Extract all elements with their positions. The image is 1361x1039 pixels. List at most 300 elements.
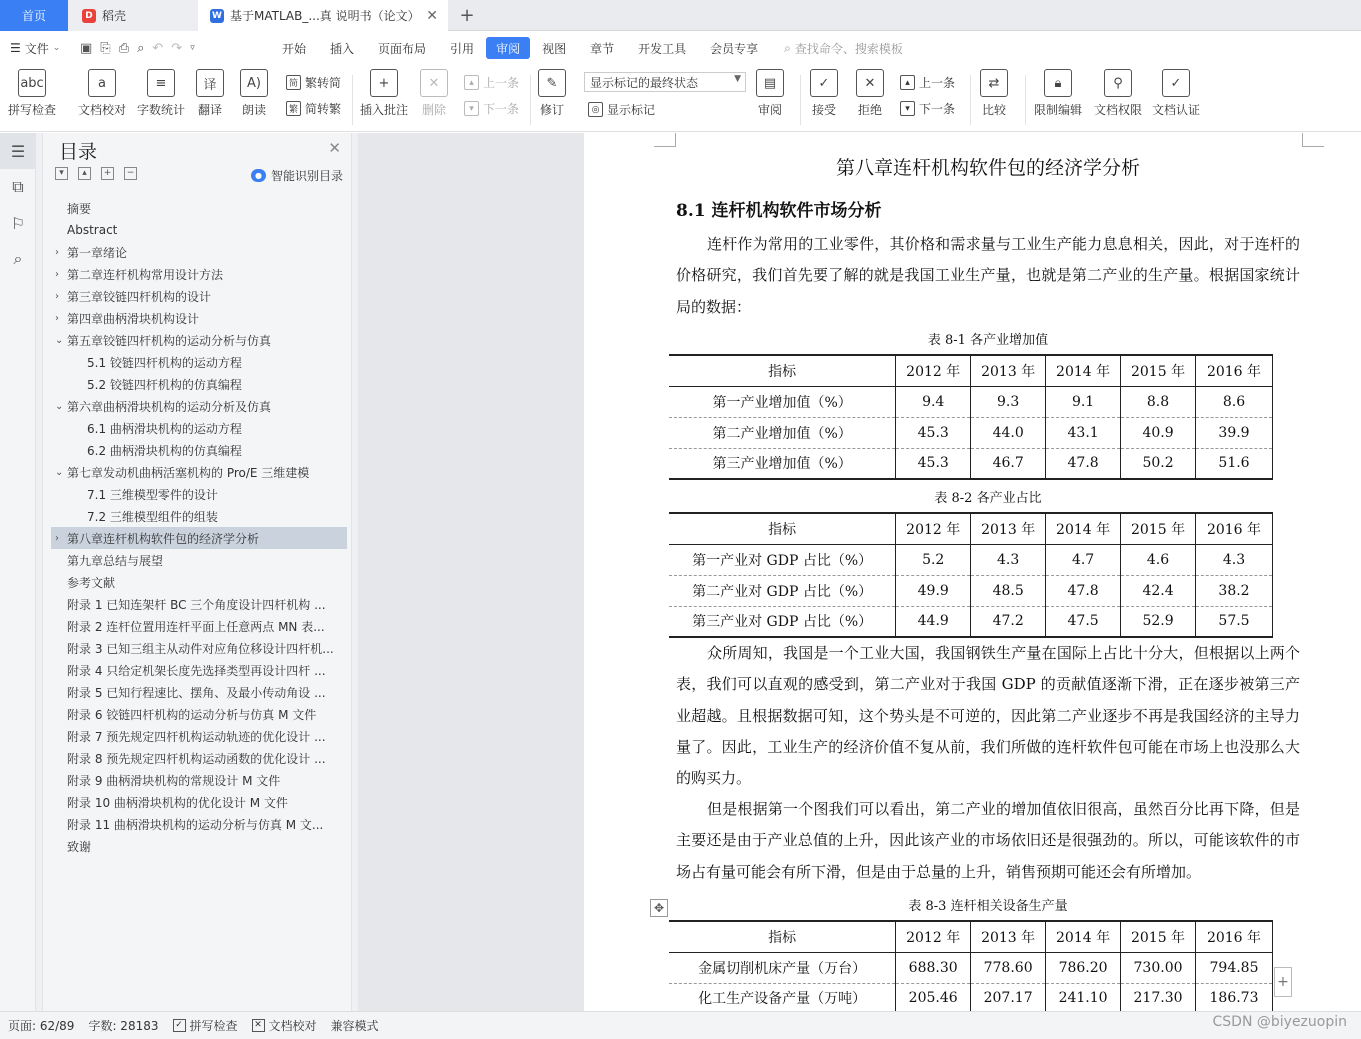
tab-home-label: 首页 — [21, 9, 46, 23]
table-cell[interactable]: 52.9 — [1121, 606, 1196, 637]
command-search-placeholder: 查找命令、搜索模板 — [794, 41, 903, 56]
menu-chapter[interactable]: 章节 — [590, 41, 615, 56]
translate-icon: 译 — [196, 69, 224, 97]
markup-state-select[interactable] — [584, 72, 746, 92]
data-table — [669, 354, 1273, 480]
toc-item[interactable] — [51, 571, 347, 593]
toc-item[interactable] — [51, 219, 347, 241]
table-row-label[interactable]: 指标 — [669, 513, 896, 544]
toc-item[interactable] — [51, 637, 347, 659]
menu-member[interactable]: 会员专享 — [710, 41, 759, 56]
chevron-right-icon[interactable]: › — [55, 246, 59, 258]
document-page[interactable] — [584, 133, 1361, 1011]
table-cell[interactable]: 2013 年 — [971, 513, 1046, 544]
toc-item-label: 附录 7 预先规定四杆机构运动轨迹的优化设计 ... — [67, 729, 326, 744]
table-cell[interactable]: 2012 年 — [896, 355, 971, 386]
chevron-down-icon[interactable]: ⌄ — [55, 334, 64, 346]
toc-item-label: 附录 1 已知连架杆 BC 三个角度设计四杆机构 ... — [67, 597, 326, 612]
divider — [970, 75, 971, 125]
file-menu-label: 文件 — [24, 41, 49, 56]
next-change-button[interactable] — [900, 100, 955, 117]
spell-check-label: 拼写检查 — [8, 103, 57, 117]
toc-item-label: 附录 6 铰链四杆机构的运动分析与仿真 M 文件 — [67, 707, 317, 722]
translate-label: 翻译 — [197, 103, 222, 117]
table-cell[interactable]: 2012 年 — [896, 513, 971, 544]
table-cell[interactable]: 38.2 — [1196, 575, 1273, 606]
shield-icon: ✓ — [1162, 69, 1190, 97]
table-row — [669, 386, 1273, 417]
toc-item-label: 附录 11 曲柄滑块机构的运动分析与仿真 M 文... — [67, 817, 324, 832]
review-pane-icon: ▤ — [756, 69, 784, 97]
doc-certify-button[interactable] — [1152, 69, 1200, 118]
file-menu[interactable] — [0, 40, 80, 57]
chevron-down-icon: ⌄ — [52, 43, 61, 53]
ai-icon: ● — [251, 169, 266, 182]
toc-item-label: Abstract — [67, 223, 118, 237]
trad-simp-icon: 简 — [286, 75, 301, 90]
toc-item-label: 第五章铰链四杆机构的运动分析与仿真 — [67, 333, 272, 348]
table-cell[interactable]: 4.3 — [971, 544, 1046, 575]
toc-item[interactable] — [51, 417, 347, 439]
table-cell[interactable]: 45.3 — [896, 448, 971, 479]
quick-access-toolbar — [80, 41, 270, 56]
word-count[interactable]: 字数: 28183 — [88, 1019, 159, 1033]
toc-item[interactable] — [51, 659, 347, 681]
new-tab-button[interactable]: + — [459, 5, 475, 26]
daoke-icon: D — [82, 9, 96, 23]
paragraph: 众所周知，我国是一个工业大国，我国钢铁生产量在国际上占比十分大，但根据以上两个表，我们可以直观的感受到，第二产业对于我国 GDP 的贡献值逐渐下滑，正在逐步被第三产业超越。且根据数据可知，这个势头是不可逆的，因此第二产业逐步不再是我国经济的主导力量了。因此，工业生产的经济价值不复从前，我们所做的连杆软件包可能在市场上也没那么大的购买力。 — [676, 644, 1300, 788]
track-changes-label: 修订 — [539, 103, 564, 117]
table-row — [669, 355, 1273, 386]
read-aloud-label: 朗读 — [241, 103, 266, 117]
toc-item[interactable] — [51, 725, 347, 747]
review-pane-button[interactable] — [756, 69, 784, 118]
watermark: CSDN @biyezuopin — [1212, 1014, 1347, 1030]
data-table — [669, 512, 1273, 638]
collapse-all-icon[interactable]: ▾ — [55, 167, 68, 180]
markup-state-value: 显示标记的最终状态 — [590, 76, 699, 90]
next-comment-button[interactable] — [464, 100, 519, 117]
preview-icon[interactable]: ⌕ — [137, 40, 145, 56]
show-markup-button[interactable] — [588, 101, 655, 118]
word-doc-icon: W — [210, 9, 224, 23]
table-cell[interactable]: 43.1 — [1046, 417, 1121, 448]
expand-all-icon[interactable]: ▴ — [78, 167, 91, 180]
paragraph: 但是根据第一个图我们可以看出，第二产业的增加值依旧很高，虽然百分比再下降，但是主要还是由于产业总值的上升，因此该产业的市场依旧还是很强劲的。所以，可能该软件的市场占有量可能会有所下滑，但是由于总量的上升，销售预期可能还会有所增加。 — [676, 800, 1300, 881]
table-move-handle-icon[interactable]: ✥ — [650, 899, 668, 917]
table-row — [669, 575, 1273, 606]
reject-icon: ✕ — [856, 69, 884, 97]
table-row-label[interactable]: 第一产业对 GDP 占比（%） — [669, 544, 896, 575]
word-count-icon: ≡ — [147, 69, 175, 97]
toc-item[interactable] — [51, 769, 347, 791]
menu-developer[interactable]: 开发工具 — [638, 41, 687, 56]
table-cell[interactable]: 8.8 — [1121, 386, 1196, 417]
accept-label: 接受 — [811, 103, 836, 117]
remove-heading-icon[interactable]: − — [124, 167, 137, 180]
toc-item-label: 第一章绪论 — [67, 245, 128, 260]
table-row — [669, 448, 1273, 479]
table-cell[interactable]: 4.7 — [1046, 544, 1121, 575]
trad-to-simp-button[interactable] — [286, 74, 341, 91]
tab-document[interactable] — [198, 0, 448, 31]
toc-item-label: 附录 8 预先规定四杆机构运动函数的优化设计 ... — [67, 751, 326, 766]
redo-icon[interactable]: ↷ — [171, 40, 183, 56]
toc-item-label: 6.1 曲柄滑块机构的运动方程 — [87, 421, 242, 436]
delete-comment-label: 删除 — [421, 103, 446, 117]
prev-comment-label: 上一条 — [483, 76, 520, 90]
add-row-icon[interactable]: + — [1274, 967, 1292, 997]
toc-item-label: 附录 3 已知三组主从动件对应角位移设计四杆机... — [67, 641, 334, 656]
toc-item[interactable] — [51, 373, 347, 395]
toc-item-label: 7.1 三维模型零件的设计 — [87, 487, 218, 502]
spell-check-icon: abc — [18, 69, 46, 97]
lock-icon: 🔒︎ — [1044, 69, 1072, 97]
track-changes-icon: ✎ — [538, 69, 566, 97]
next-change-icon: ▾ — [900, 101, 915, 116]
chevron-down-icon[interactable]: ⌄ — [55, 400, 64, 412]
table-row-label[interactable]: 第二产业对 GDP 占比（%） — [669, 575, 896, 606]
next-change-label: 下一条 — [919, 102, 956, 116]
toc-item[interactable] — [51, 439, 347, 461]
status-spell-label: 拼写检查 — [189, 1019, 238, 1033]
paragraph: 连杆作为常用的工业零件，其价格和需求量与工业生产能力息息相关，因此，对于连杆的价格研究，我们首先要了解的就是我国工业生产量，也就是第二产业的生产量。根据国家统计局的数据： — [676, 235, 1300, 316]
translate-button[interactable] — [196, 69, 224, 118]
search-icon[interactable]: ⌕ — [13, 249, 23, 268]
table-cell[interactable]: 5.2 — [896, 544, 971, 575]
table-cell[interactable]: 48.5 — [971, 575, 1046, 606]
table-cell[interactable]: 8.6 — [1196, 386, 1273, 417]
table-cell[interactable]: 40.9 — [1121, 417, 1196, 448]
status-proof-label: 文档校对 — [268, 1019, 317, 1033]
chevron-down-icon: ▼ — [734, 74, 741, 84]
toc-item[interactable] — [51, 483, 347, 505]
smart-toc-button[interactable] — [251, 167, 343, 184]
next-comment-label: 下一条 — [483, 102, 520, 116]
compare-icon: ⇄ — [980, 69, 1008, 97]
close-icon[interactable]: ✕ — [328, 139, 341, 157]
table-row-label[interactable]: 第三产业对 GDP 占比（%） — [669, 606, 896, 637]
toc-item[interactable] — [51, 307, 347, 329]
toc-item[interactable] — [51, 593, 347, 615]
status-spell-check[interactable] — [173, 1017, 238, 1034]
next-comment-icon: ▾ — [464, 101, 479, 116]
table-row-label[interactable]: 第一产业增加值（%） — [669, 386, 896, 417]
restrict-edit-button[interactable] — [1034, 69, 1082, 118]
table-caption: 表 8-2 各产业占比 — [934, 491, 1042, 506]
toc-item-label: 第二章连杆机构常用设计方法 — [67, 267, 224, 282]
table-cell[interactable]: 688.30 — [896, 952, 971, 983]
table-cell[interactable]: 47.8 — [1046, 575, 1121, 606]
table-cell[interactable]: 4.3 — [1196, 544, 1273, 575]
table-cell[interactable]: 241.10 — [1046, 983, 1121, 1014]
menu-insert[interactable]: 插入 — [330, 41, 355, 56]
toc-item[interactable] — [51, 197, 347, 219]
command-search[interactable] — [784, 40, 903, 57]
doc-permission-icon: ⚲ — [1104, 69, 1132, 97]
table-cell[interactable]: 2015 年 — [1121, 355, 1196, 386]
table-row — [669, 983, 1273, 1014]
show-markup-icon: ◎ — [588, 102, 603, 117]
comment-plus-icon: + — [370, 69, 398, 97]
table-cell[interactable]: 2016 年 — [1196, 355, 1273, 386]
divider — [1025, 75, 1026, 125]
doc-permission-button[interactable] — [1094, 69, 1142, 118]
table-row — [669, 417, 1273, 448]
toc-item[interactable] — [51, 263, 347, 285]
table-row — [669, 544, 1273, 575]
table-cell[interactable]: 47.2 — [971, 606, 1046, 637]
tab-document-label: 基于MATLAB_...真 说明书（论文） — [230, 9, 420, 23]
toc-item[interactable] — [51, 505, 347, 527]
table-cell[interactable]: 4.6 — [1121, 544, 1196, 575]
read-aloud-icon: A) — [240, 69, 268, 97]
toc-panel — [36, 133, 358, 1011]
toc-panel-inner — [42, 133, 352, 1011]
table-cell[interactable]: 2016 年 — [1196, 513, 1273, 544]
add-heading-icon[interactable]: + — [101, 167, 114, 180]
proofread-button[interactable] — [78, 69, 126, 118]
reject-label: 拒绝 — [857, 103, 882, 117]
undo-icon[interactable]: ↶ — [152, 40, 164, 56]
page-corner-mark — [654, 133, 676, 147]
toc-item[interactable] — [51, 461, 347, 483]
search-icon: ⌕ — [784, 40, 791, 55]
table-row — [669, 921, 1273, 952]
table-caption: 表 8-1 各产业增加值 — [927, 333, 1049, 348]
status-bar — [0, 1011, 1361, 1039]
bookmark-icon[interactable]: ⚐ — [10, 213, 26, 233]
doc-certify-label: 文档认证 — [1152, 103, 1201, 117]
table-cell[interactable]: 39.9 — [1196, 417, 1273, 448]
table-cell[interactable]: 44.9 — [896, 606, 971, 637]
data-table — [669, 920, 1273, 1015]
accept-button[interactable] — [810, 69, 838, 118]
proofread-icon: ✕ — [252, 1019, 265, 1032]
table-cell[interactable]: 9.3 — [971, 386, 1046, 417]
table-row-label[interactable]: 指标 — [669, 355, 896, 386]
table-cell[interactable]: 786.20 — [1046, 952, 1121, 983]
menu-start[interactable]: 开始 — [282, 41, 307, 56]
table-cell[interactable]: 51.6 — [1196, 448, 1273, 479]
page-count[interactable]: 页面: 62/89 — [8, 1019, 75, 1033]
proofread-icon: a — [88, 69, 116, 97]
table-row-label[interactable]: 第三产业增加值（%） — [669, 448, 896, 479]
simp-to-trad-label: 简转繁 — [305, 102, 342, 116]
toc-item[interactable] — [51, 615, 347, 637]
tab-daoke-label: 稻壳 — [102, 9, 127, 23]
comment-delete-icon: ✕ — [420, 69, 448, 97]
prev-comment-button[interactable] — [464, 74, 519, 91]
table-cell[interactable]: 730.00 — [1121, 952, 1196, 983]
section-nav-icon[interactable]: ⧉ — [12, 177, 24, 196]
simp-trad-icon: 繁 — [286, 101, 301, 116]
table-cell[interactable]: 2013 年 — [971, 921, 1046, 952]
toc-item-label: 附录 10 曲柄滑块机构的优化设计 M 文件 — [67, 795, 288, 810]
toc-item-label: 第七章发动机曲柄活塞机构的 Pro/E 三维建模 — [67, 465, 310, 480]
show-markup-label: 显示标记 — [607, 103, 656, 117]
more-icon[interactable]: ▿ — [190, 43, 195, 53]
toc-icon[interactable]: ☰ — [0, 133, 36, 169]
table-row-label[interactable]: 化工生产设备产量（万吨） — [669, 983, 896, 1014]
track-changes-button[interactable] — [538, 69, 566, 118]
doc-permission-label: 文档权限 — [1094, 103, 1143, 117]
table-row-label[interactable]: 指标 — [669, 921, 896, 952]
toc-title: 目录 — [59, 141, 98, 163]
table-cell[interactable]: 42.4 — [1121, 575, 1196, 606]
toc-item-label: 7.2 三维模型组件的组装 — [87, 509, 218, 524]
simp-to-trad-button[interactable] — [286, 100, 341, 117]
toc-item[interactable] — [51, 747, 347, 769]
proofread-label: 文档校对 — [78, 103, 127, 117]
chevron-right-icon[interactable]: › — [55, 290, 59, 302]
toc-item[interactable] — [51, 329, 347, 351]
table-cell[interactable]: 9.1 — [1046, 386, 1121, 417]
divider — [530, 75, 531, 125]
toc-item-label: 第八章连杆机构软件包的经济学分析 — [67, 531, 260, 546]
chapter-title: 第八章连杆机构软件包的经济学分析 — [835, 157, 1140, 179]
toc-item[interactable] — [51, 527, 347, 549]
toc-toolbar — [55, 167, 137, 180]
word-count-label: 字数统计 — [137, 103, 186, 117]
delete-comment-button[interactable] — [420, 69, 448, 118]
chevron-right-icon[interactable]: › — [55, 532, 59, 544]
toc-item[interactable] — [51, 791, 347, 813]
table-cell[interactable]: 49.9 — [896, 575, 971, 606]
prev-comment-icon: ▴ — [464, 75, 479, 90]
table-cell[interactable]: 2015 年 — [1121, 921, 1196, 952]
table-cell[interactable]: 2014 年 — [1046, 355, 1121, 386]
menu-reference[interactable]: 引用 — [450, 41, 475, 56]
table-row — [669, 606, 1273, 637]
compare-label: 比较 — [981, 103, 1006, 117]
table-cell[interactable]: 44.0 — [971, 417, 1046, 448]
hamburger-icon: ☰ — [10, 41, 21, 55]
table-cell[interactable]: 186.73 — [1196, 983, 1273, 1014]
page-corner-mark — [1302, 133, 1324, 147]
toc-item[interactable] — [51, 285, 347, 307]
menu-layout[interactable]: 页面布局 — [378, 41, 427, 56]
toc-item[interactable] — [51, 703, 347, 725]
toc-item[interactable] — [51, 549, 347, 571]
table-cell[interactable]: 45.3 — [896, 417, 971, 448]
insert-comment-label: 插入批注 — [360, 103, 409, 117]
toc-item-label: 附录 4 只给定机架长度先选择类型再设计四杆 ... — [67, 663, 326, 678]
tab-bar — [0, 0, 1361, 31]
toc-item[interactable] — [51, 813, 347, 835]
save-icon[interactable]: ▣ — [80, 40, 93, 56]
table-row-label[interactable]: 第二产业增加值（%） — [669, 417, 896, 448]
prev-change-icon: ▴ — [900, 75, 915, 90]
table-cell[interactable]: 207.17 — [971, 983, 1046, 1014]
chevron-right-icon[interactable]: › — [55, 268, 59, 280]
tab-home[interactable] — [0, 0, 68, 31]
toc-item[interactable] — [51, 681, 347, 703]
table-cell[interactable]: 50.2 — [1121, 448, 1196, 479]
table-cell[interactable]: 205.46 — [896, 983, 971, 1014]
table-cell[interactable]: 778.60 — [971, 952, 1046, 983]
toc-item-label: 致谢 — [67, 839, 92, 854]
menu-view[interactable]: 视图 — [542, 41, 567, 56]
toc-item-label: 参考文献 — [67, 575, 116, 590]
chevron-down-icon[interactable]: ⌄ — [55, 466, 64, 478]
tab-daoke[interactable] — [68, 0, 198, 31]
toc-item[interactable] — [51, 395, 347, 417]
toc-list — [51, 197, 347, 857]
section-title: 8.1 连杆机构软件市场分析 — [676, 201, 882, 221]
table-cell[interactable]: 2014 年 — [1046, 921, 1121, 952]
toc-item-label: 第四章曲柄滑块机构设计 — [67, 311, 200, 326]
table-row-label[interactable]: 金属切削机床产量（万台） — [669, 952, 896, 983]
toc-item[interactable] — [51, 351, 347, 373]
accept-icon: ✓ — [810, 69, 838, 97]
export-icon[interactable]: ⎘ — [100, 40, 111, 56]
table-cell[interactable]: 9.4 — [896, 386, 971, 417]
toc-item-label: 第九章总结与展望 — [67, 553, 164, 568]
table-cell[interactable]: 57.5 — [1196, 606, 1273, 637]
toc-item-label: 5.1 铰链四杆机构的运动方程 — [87, 355, 242, 370]
toc-item[interactable] — [51, 835, 347, 857]
word-count-button[interactable] — [137, 69, 185, 118]
toc-item-label: 5.2 铰链四杆机构的仿真编程 — [87, 377, 242, 392]
print-icon[interactable]: ⎙ — [118, 40, 130, 56]
insert-comment-button[interactable] — [360, 69, 408, 118]
restrict-edit-label: 限制编辑 — [1034, 103, 1083, 117]
left-tool-bar — [0, 133, 36, 1011]
checkbox-icon: ✓ — [173, 1019, 186, 1032]
table-cell[interactable]: 2013 年 — [971, 355, 1046, 386]
prev-change-label: 上一条 — [919, 76, 956, 90]
toc-item-label: 第三章铰链四杆机构的设计 — [67, 289, 212, 304]
prev-change-button[interactable] — [900, 74, 955, 91]
toc-item-label: 摘要 — [67, 201, 92, 216]
review-pane-label: 审阅 — [757, 103, 782, 117]
table-cell[interactable]: 2016 年 — [1196, 921, 1273, 952]
table-cell[interactable]: 2015 年 — [1121, 513, 1196, 544]
divider — [800, 75, 801, 125]
chevron-right-icon[interactable]: › — [55, 312, 59, 324]
smart-toc-label: 智能识别目录 — [270, 169, 343, 183]
table-cell[interactable]: 47.5 — [1046, 606, 1121, 637]
toc-item-label: 第六章曲柄滑块机构的运动分析及仿真 — [67, 399, 272, 414]
table-cell[interactable]: 2014 年 — [1046, 513, 1121, 544]
table-cell[interactable]: 47.8 — [1046, 448, 1121, 479]
table-cell[interactable]: 2012 年 — [896, 921, 971, 952]
table-row — [669, 513, 1273, 544]
table-cell[interactable]: 217.30 — [1121, 983, 1196, 1014]
toc-item-label: 附录 5 已知行程速比、摆角、及最小传动角设 ... — [67, 685, 326, 700]
divider — [352, 75, 353, 125]
menu-review[interactable]: 审阅 — [486, 37, 530, 59]
toc-item-label: 6.2 曲柄滑块机构的仿真编程 — [87, 443, 242, 458]
toc-item-label: 附录 9 曲柄滑块机构的常规设计 M 文件 — [67, 773, 281, 788]
table-row — [669, 952, 1273, 983]
compat-mode: 兼容模式 — [330, 1019, 379, 1033]
close-tab-icon[interactable]: ✕ — [426, 7, 438, 24]
table-caption: 表 8-3 连杆相关设备生产量 — [908, 899, 1068, 914]
toc-item[interactable] — [51, 241, 347, 263]
menu-bar — [0, 31, 1361, 65]
table-cell[interactable]: 46.7 — [971, 448, 1046, 479]
spell-check-button[interactable] — [8, 69, 56, 118]
read-aloud-button[interactable] — [240, 69, 268, 118]
toc-item-label: 附录 2 连杆位置用连杆平面上任意两点 MN 表... — [67, 619, 325, 634]
status-proofread[interactable] — [252, 1017, 317, 1034]
table-cell[interactable]: 794.85 — [1196, 952, 1273, 983]
reject-button[interactable] — [856, 69, 884, 118]
compare-button[interactable] — [980, 69, 1008, 118]
trad-to-simp-label: 繁转简 — [305, 76, 342, 90]
